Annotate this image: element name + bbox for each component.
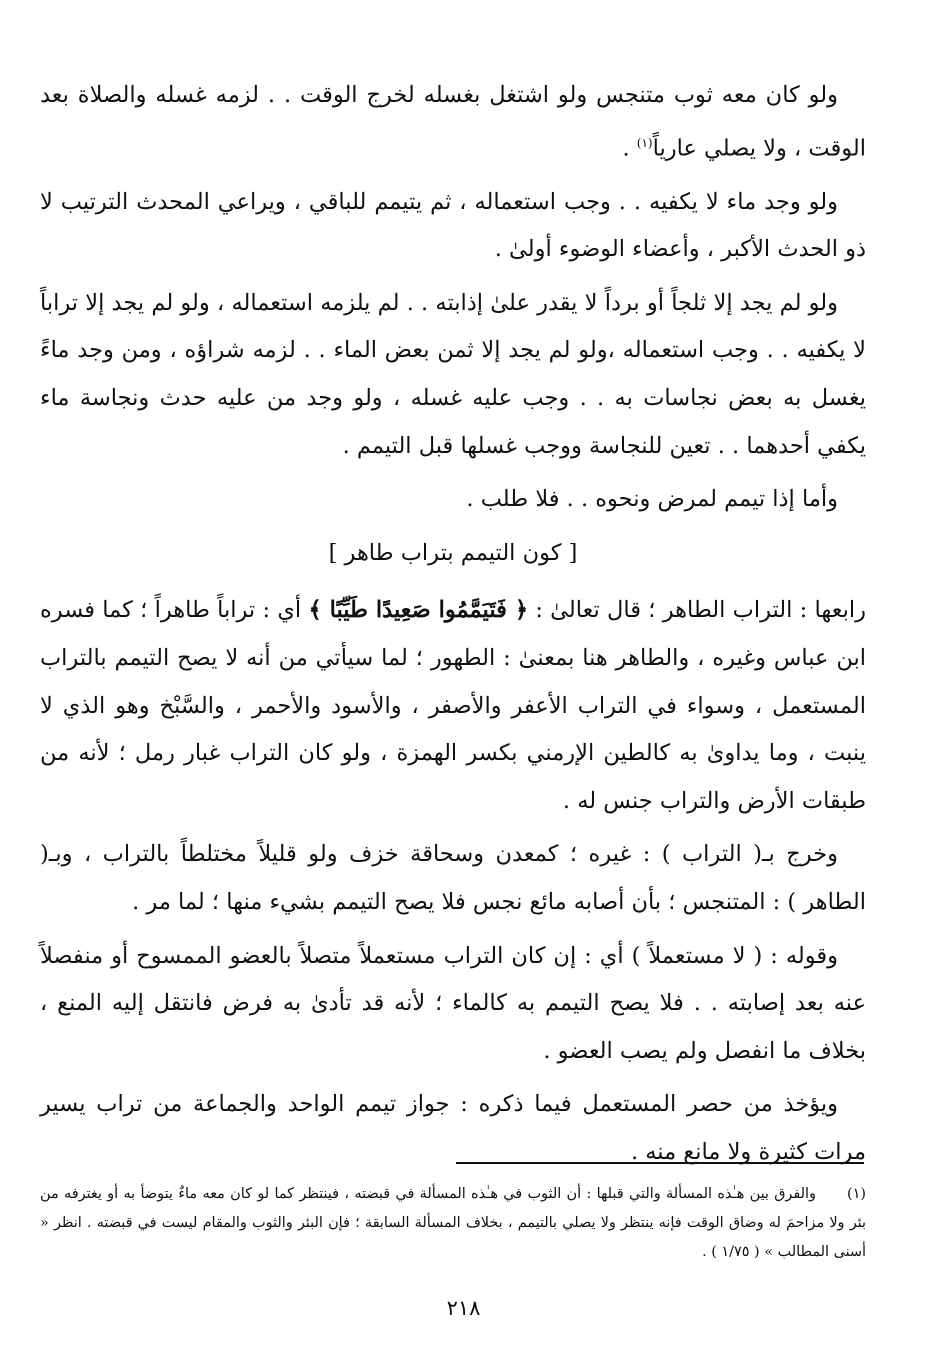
main-text xyxy=(40,72,866,1183)
paragraph-5-start: رابعها : التراب الطاهر ؛ قال تعالىٰ : xyxy=(528,597,866,624)
footnote-divider xyxy=(456,1162,864,1164)
quran-verse: ﴿ فَتَيَمَّمُوا صَعِيدًا طَيِّبًا ﴾ xyxy=(308,597,529,624)
paragraph-7: وقوله : ( لا مستعملاً ) أي : إن كان التراب مستعملاً متصلاً بالعضو الممسوح أو منفصلاً عنه بعد إصابته . . فلا يصح التيمم به كالماء ؛ لأنه قد تأدىٰ به فرض فانتقل إليه المنع ، بخلاف ما انفصل ولم يصب العضو . xyxy=(40,942,866,1064)
footnote-reference[interactable]: (١) xyxy=(636,135,653,150)
paragraph-5-rest: أي : تراباً طاهراً ؛ كما فسره ابن عباس وغيره ، والطاهر هنا بمعنىٰ : الطهور ؛ لما سيأتي من أنه لا يصح التيمم بالتراب المستعمل ، وسواء في التراب الأعفر والأصفر ، والأسود والأحمر ، والسَّبْخ وهو الذي لا ينبت ، وما يداوىٰ به كالطين الإرمني بكسر الهمزة ، ولو كان التراب غبار رمل ؛ لأنه من طبقات الأرض والتراب جنس له . xyxy=(40,597,866,814)
footnote-number: (١) xyxy=(847,1186,866,1202)
paragraph-1 xyxy=(40,72,866,173)
paragraph-3: ولو لم يجد إلا ثلجاً أو برداً لا يقدر علىٰ إذابته . . لم يلزمه استعماله ، ولو لم يجد إلا تراباً لا يكفيه . . وجب استعماله ،ولو لم يجد إلا ثمن بعض الماء . . لزمه شراؤه ، ومن وجد ماءً يغسل به بعض نجاسات به . . وجب عليه غسله ، ولو وجد من عليه حدث ونجاسة ماء يكفي أحدهما . . تعين للنجاسة ووجب غسلها قبل التيمم . xyxy=(40,289,866,459)
paragraph-1-text: ولو كان معه ثوب متنجس ولو اشتغل بغسله لخرج الوقت . . لزمه غسله والصلاة بعد الوقت ، ولا يصلي عارياً xyxy=(40,82,866,162)
paragraph-4: وأما إذا تيمم لمرض ونحوه . . فلا طلب . xyxy=(466,486,838,513)
section-heading: [ كون التيمم بتراب طاهر ] xyxy=(328,539,578,566)
footnote xyxy=(40,1180,866,1266)
paragraph-2: ولو وجد ماء لا يكفيه . . وجب استعماله ، ثم يتيمم للباقي ، ويراعي المحدث الترتيب لا ذو الحدث الأكبر ، وأعضاء الوضوء أولىٰ . xyxy=(40,188,866,263)
paragraph-8: ويؤخذ من حصر المستعمل فيما ذكره : جواز تيمم الواحد والجماعة من تراب يسير مرات كثيرة ولا مانع منه . xyxy=(40,1091,866,1165)
paragraph-1-end: . xyxy=(622,135,637,162)
paragraph-6: وخرج بـ( التراب ) : غيره ؛ كمعدن وسحاقة خزف ولو قليلاً مختلطاً بالتراب ، وبـ( الطاهر ) : المتنجس ؛ بأن أصابه مائع نجس فلا يصح التيمم بشيء منها ؛ لما مر . xyxy=(40,841,866,915)
page-number: ٢١٨ xyxy=(446,1296,481,1320)
paragraph-5 xyxy=(40,587,866,825)
footnote-text: والفرق بين هـٰذه المسألة والتي قبلها : أن الثوب في هـٰذه المسألة في قبضته ، فينتظر كما لو كان معه ماءٌ يتوضأ به أو يغترفه من بئر ولا مزاحمَ له وضاق الوقت فإنه ينتظر ولا يصلي بالتيمم ، بخلاف المسألة السابقة ؛ فإن البئر والثوب والمقام ليست في قبضته . انظر « أسنى المطالب » ( ١/٧٥ ) . xyxy=(40,1186,866,1260)
